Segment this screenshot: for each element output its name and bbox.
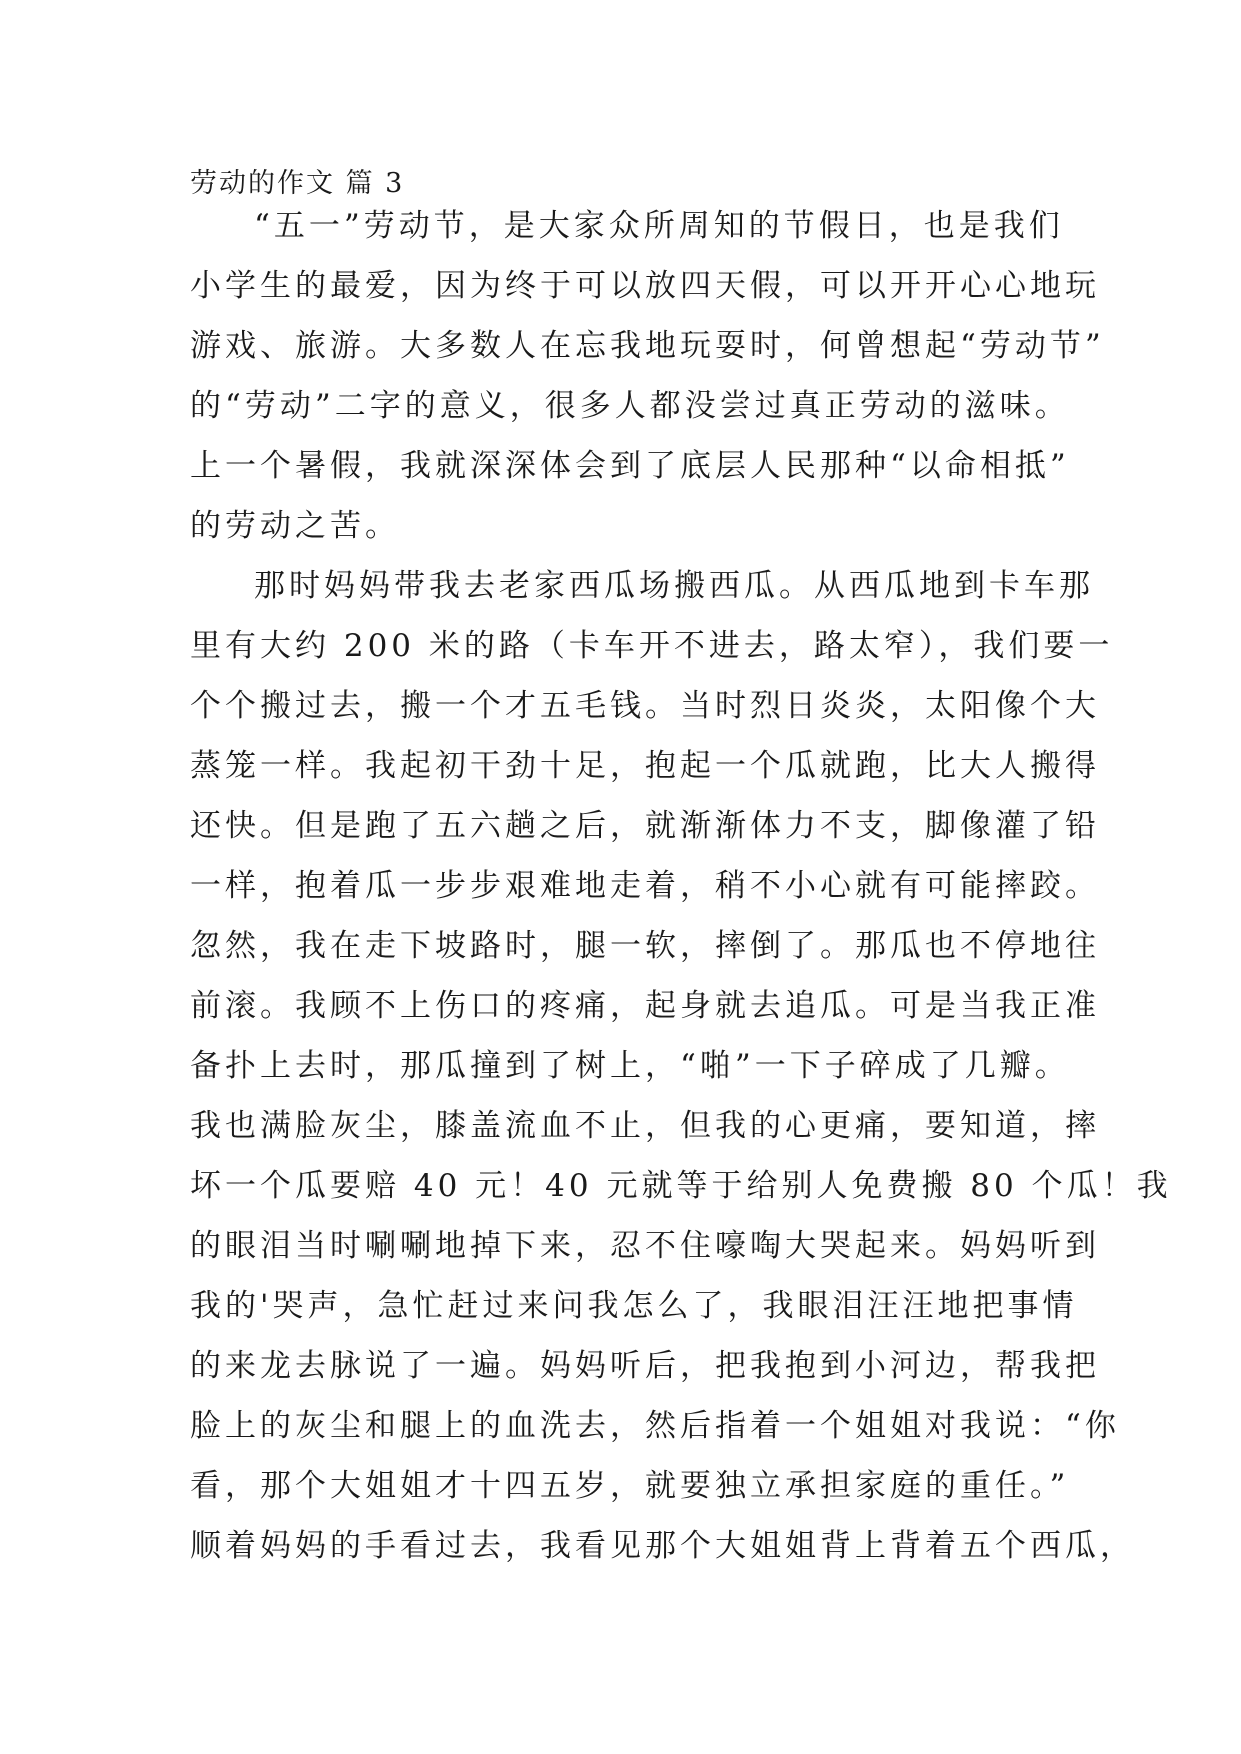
paragraph-1 [190, 196, 1105, 556]
text-line: 游戏、旅游。大多数人在忘我地玩耍时，何曾想起“劳动节” [190, 328, 1105, 364]
text-line: 我的'哭声，急忙赶过来问我怎么了，我眼泪汪汪地把事情 [190, 1288, 1078, 1324]
text-line: 的来龙去脉说了一遍。妈妈听后，把我抱到小河边，帮我把 [190, 1348, 1100, 1384]
text-line: 顺着妈妈的手看过去，我看见那个大姐姐背上背着五个西瓜， [190, 1528, 1135, 1564]
text-line: “五一”劳动节，是大家众所周知的节假日，也是我们 [254, 208, 1064, 244]
text-line: 还快。但是跑了五六趟之后，就渐渐体力不支，脚像灌了铅 [190, 808, 1100, 844]
text-line: 看，那个大姐姐才十四五岁，就要独立承担家庭的重任。” [190, 1468, 1070, 1504]
paragraph-2 [190, 556, 1172, 1576]
text-line: 我也满脸灰尘，膝盖流血不止，但我的心更痛，要知道，摔 [190, 1108, 1100, 1144]
text-line: 小学生的最爱，因为终于可以放四天假，可以开开心心地玩 [190, 268, 1100, 304]
text-line: 个个搬过去，搬一个才五毛钱。当时烈日炎炎，太阳像个大 [190, 688, 1100, 724]
text-line: 前滚。我顾不上伤口的疼痛，起身就去追瓜。可是当我正准 [190, 988, 1100, 1024]
essay-body [190, 196, 1172, 1576]
essay-heading: 劳动的作文 篇 3 [190, 168, 405, 199]
text-line: 里有大约 200 米的路（卡车开不进去，路太窄），我们要一 [190, 628, 1114, 664]
text-line: 一样，抱着瓜一步步艰难地走着，稍不小心就有可能摔跤。 [190, 868, 1100, 904]
text-line: 坏一个瓜要赔 40 元！40 元就等于给别人免费搬 80 个瓜！我 [190, 1168, 1172, 1204]
text-line: 的眼泪当时唰唰地掉下来，忍不住嚎啕大哭起来。妈妈听到 [190, 1228, 1100, 1264]
text-line: 上一个暑假，我就深深体会到了底层人民那种“以命相抵” [190, 448, 1070, 484]
text-line: 脸上的灰尘和腿上的血洗去，然后指着一个姐姐对我说：“你 [190, 1408, 1120, 1444]
text-line: 蒸笼一样。我起初干劲十足，抱起一个瓜就跑，比大人搬得 [190, 748, 1100, 784]
text-line: 那时妈妈带我去老家西瓜场搬西瓜。从西瓜地到卡车那 [254, 568, 1094, 604]
text-line: 的“劳动”二字的意义，很多人都没尝过真正劳动的滋味。 [190, 388, 1070, 424]
text-line: 备扑上去时，那瓜撞到了树上，“啪”一下子碎成了几瓣。 [190, 1048, 1070, 1084]
text-line: 忽然，我在走下坡路时，腿一软，摔倒了。那瓜也不停地往 [190, 928, 1100, 964]
text-line: 的劳动之苦。 [190, 508, 400, 544]
